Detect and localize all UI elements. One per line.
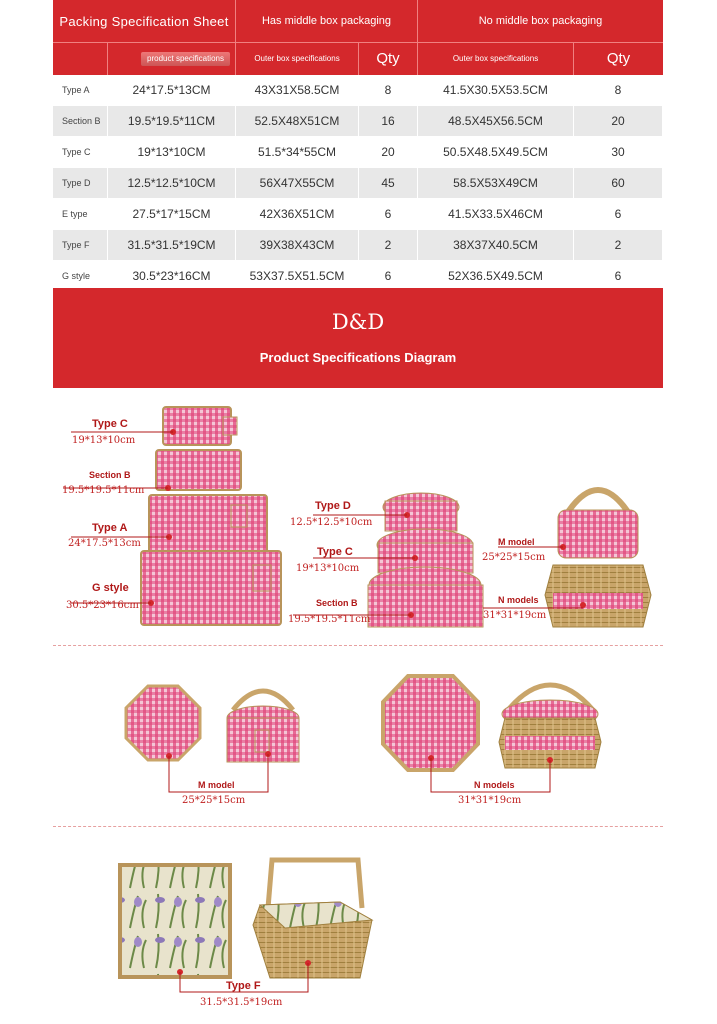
octagon-basket-diagram xyxy=(53,662,663,812)
label-type-d-middle: Type D xyxy=(315,500,351,512)
cell-type: Type A xyxy=(53,75,108,105)
cell-outer-box-2: 58.5X53X49CM xyxy=(418,168,574,198)
col-header-qty-2: Qty xyxy=(606,50,631,67)
cell-qty-2: 2 xyxy=(574,230,663,260)
label-type-c-middle: Type C xyxy=(317,546,353,558)
cell-outer-box-1: 42X36X51CM xyxy=(236,199,359,229)
type-f-lid xyxy=(120,865,230,977)
n-model-basket xyxy=(499,685,601,768)
cell-outer-box-1: 53X37.5X51.5CM xyxy=(236,261,359,291)
col-header-qty-1: Qty xyxy=(359,43,418,75)
label-n-models: N models xyxy=(474,780,515,790)
cell-outer-box-2: 38X37X40.5CM xyxy=(418,230,574,260)
dim-type-c-middle: 19*13*10cm xyxy=(296,563,360,574)
dim-section-b-left: 19.5*19.5*11cm xyxy=(62,485,145,496)
dim-g-style-left: 30.5*23*16cm xyxy=(66,600,139,611)
cell-qty-1: 6 xyxy=(359,261,418,291)
table-row xyxy=(53,75,663,106)
cell-qty-2: 8 xyxy=(574,75,663,105)
banner-subtitle: Product Specifications Diagram xyxy=(259,350,457,365)
cell-qty-1: 8 xyxy=(359,75,418,105)
dim-section-b-middle: 19.5*19.5*11cm xyxy=(288,614,371,625)
dim-m-model-right: 25*25*15cm xyxy=(482,552,546,563)
cell-outer-box-1: 39X38X43CM xyxy=(236,230,359,260)
cell-outer-box-2: 41.5X30.5X53.5CM xyxy=(418,75,574,105)
group-header-no-middle-box: No middle box packaging xyxy=(478,15,603,27)
cell-product-spec: 31.5*31.5*19CM xyxy=(108,230,236,260)
cell-product-spec: 27.5*17*15CM xyxy=(108,199,236,229)
table-row xyxy=(53,106,663,137)
cell-qty-1: 6 xyxy=(359,199,418,229)
cell-outer-box-1: 43X31X58.5CM xyxy=(236,75,359,105)
cell-type: G style xyxy=(53,261,108,291)
cell-type: E type xyxy=(53,199,108,229)
cell-outer-box-2: 41.5X33.5X46CM xyxy=(418,199,574,229)
brand-name: D&D xyxy=(331,310,385,334)
cell-outer-box-2: 48.5X45X56.5CM xyxy=(418,106,574,136)
label-type-c-left: Type C xyxy=(92,418,128,430)
cell-type: Section B xyxy=(53,106,108,136)
dim-n-models: 31*31*19cm xyxy=(458,795,522,806)
table-body xyxy=(53,75,663,292)
cell-type: Type F xyxy=(53,230,108,260)
cell-product-spec: 12.5*12.5*10CM xyxy=(108,168,236,198)
label-section-b-left: Section B xyxy=(89,470,131,480)
cell-qty-1: 20 xyxy=(359,137,418,167)
dim-type-a-left: 24*17.5*13cm xyxy=(68,538,141,549)
cell-qty-2: 6 xyxy=(574,261,663,291)
n-model-lid xyxy=(383,676,478,770)
cell-outer-box-1: 52.5X48X51CM xyxy=(236,106,359,136)
col-header-product-spec: product specifications xyxy=(141,52,230,66)
cell-outer-box-1: 51.5*34*55CM xyxy=(236,137,359,167)
cell-qty-1: 2 xyxy=(359,230,418,260)
cell-outer-box-2: 52X36.5X49.5CM xyxy=(418,261,574,291)
table-subheader-row xyxy=(53,42,663,75)
label-g-style-left: G style xyxy=(92,582,129,594)
cell-outer-box-1: 56X47X55CM xyxy=(236,168,359,198)
cell-product-spec: 19.5*19.5*11CM xyxy=(108,106,236,136)
label-section-b-middle: Section B xyxy=(316,598,358,608)
divider xyxy=(53,826,663,827)
packing-specification-table xyxy=(53,0,663,292)
col-header-outer-box-1: Outer box specifications xyxy=(236,43,359,75)
dim-n-models-right: 31*31*19cm xyxy=(483,610,547,621)
cell-outer-box-2: 50.5X48.5X49.5CM xyxy=(418,137,574,167)
m-model-lid xyxy=(126,686,200,760)
group-header-middle-box: Has middle box packaging xyxy=(236,0,418,42)
dim-type-d-middle: 12.5*12.5*10cm xyxy=(290,517,373,528)
brand-banner xyxy=(53,288,663,388)
cell-type: Type C xyxy=(53,137,108,167)
table-title: Packing Specification Sheet xyxy=(53,0,236,42)
label-m-model: M model xyxy=(198,780,235,790)
cell-qty-2: 60 xyxy=(574,168,663,198)
label-type-a-left: Type A xyxy=(92,522,128,534)
cell-product-spec: 19*13*10CM xyxy=(108,137,236,167)
table-row xyxy=(53,168,663,199)
cell-qty-1: 45 xyxy=(359,168,418,198)
label-type-f: Type F xyxy=(226,980,261,992)
cell-product-spec: 24*17.5*13CM xyxy=(108,75,236,105)
type-f-basket xyxy=(253,860,372,978)
divider xyxy=(53,645,663,646)
dim-type-c-left: 19*13*10cm xyxy=(72,435,136,446)
cell-qty-2: 20 xyxy=(574,106,663,136)
col-header-outer-box-2: Outer box specifications xyxy=(418,43,574,75)
label-m-model-right: M model xyxy=(498,537,535,547)
table-row xyxy=(53,137,663,168)
dim-m-model: 25*25*15cm xyxy=(182,795,246,806)
m-model-basket xyxy=(227,691,299,762)
dim-type-f: 31.5*31.5*19cm xyxy=(200,997,283,1008)
table-header-row xyxy=(53,0,663,42)
label-n-models-right: N models xyxy=(498,595,539,605)
table-row xyxy=(53,230,663,261)
cell-type: Type D xyxy=(53,168,108,198)
cell-qty-2: 6 xyxy=(574,199,663,229)
table-row xyxy=(53,199,663,230)
cell-product-spec: 30.5*23*16CM xyxy=(108,261,236,291)
cell-qty-1: 16 xyxy=(359,106,418,136)
cell-qty-2: 30 xyxy=(574,137,663,167)
